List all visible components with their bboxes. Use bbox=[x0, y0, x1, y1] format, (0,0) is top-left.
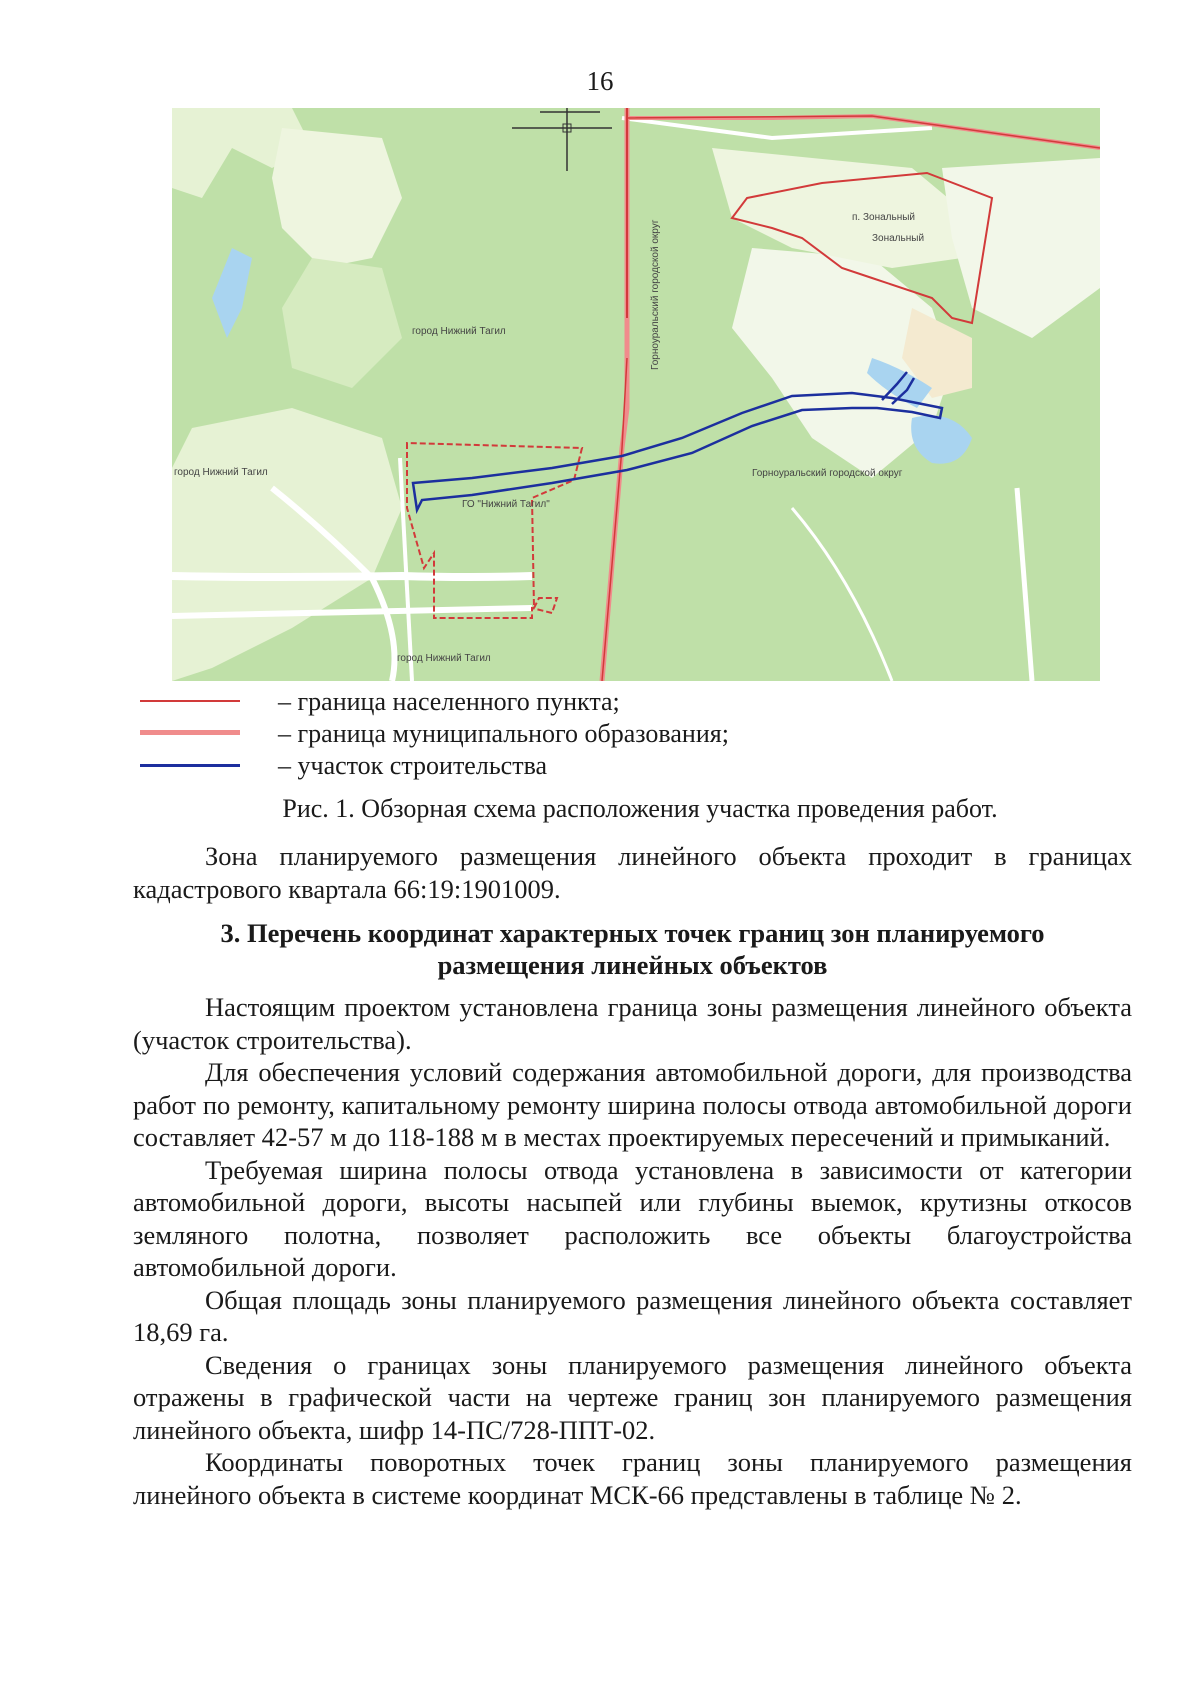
map-label: Горноуральский городской округ bbox=[752, 468, 903, 479]
map-label: город Нижний Тагил bbox=[397, 653, 491, 664]
map-label: Зональный bbox=[872, 233, 925, 244]
paragraph: Настоящим проектом установлена граница зоны размещения линейного объекта (участок строительства). bbox=[133, 992, 1132, 1055]
map-label: Горноуральский городской округ bbox=[650, 219, 661, 370]
legend-item bbox=[140, 718, 1040, 750]
page-number: 16 bbox=[586, 66, 614, 96]
legend-item bbox=[140, 750, 1040, 782]
map-label: город Нижний Тагил bbox=[174, 467, 268, 478]
paragraph: Координаты поворотных точек границ зоны планируемого размещения линейного объекта в системе координат МСК-66 представлены в таблице № 2. bbox=[133, 1447, 1132, 1510]
figure-caption: Рис. 1. Обзорная схема расположения участка проведения работ. bbox=[282, 794, 998, 823]
road bbox=[172, 576, 532, 577]
map-label: п. Зональный bbox=[852, 212, 915, 223]
section-heading: 3. Перечень координат характерных точек границ зон планируемого размещения линейных объектов bbox=[220, 918, 1045, 980]
municipal-boundary-swatch bbox=[140, 730, 240, 735]
construction-site-swatch bbox=[140, 764, 240, 767]
legend-label: – граница населенного пункта; bbox=[278, 687, 620, 716]
paragraph: Требуемая ширина полосы отвода установлена в зависимости от категории автомобильной дороги, высоты насыпей или глубины выемок, крутизны откосов земляного полотна, позволяет расположить все объекты благоустройства автомобильной дороги. bbox=[133, 1154, 1132, 1282]
settlement-boundary-swatch bbox=[140, 700, 240, 702]
map-canvas bbox=[172, 108, 1100, 681]
legend-label: – граница муниципального образования; bbox=[278, 719, 729, 748]
map-label: ГО "Нижний Тагил" bbox=[462, 499, 550, 510]
intro-paragraph: Зона планируемого размещения линейного объекта проходит в границах кадастрового квартала 66:19:1901009. bbox=[133, 841, 1132, 904]
map-legend bbox=[140, 686, 1040, 782]
overview-map bbox=[172, 108, 1100, 681]
paragraph: Общая площадь зоны планируемого размещения линейного объекта составляет 18,69 га. bbox=[133, 1284, 1132, 1347]
paragraph: Сведения о границах зоны планируемого размещения линейного объекта отражены в графической части на чертеже границ зон планируемого размещения линейного объекта, шифр 14-ПС/728-ППТ-02. bbox=[133, 1349, 1132, 1445]
paragraph: Для обеспечения условий содержания автомобильной дороги, для производства работ по ремонту, капитальному ремонту ширина полосы отвода автомобильной дороги составляет 42-57 м до 118-188 м в местах проектируемых пересечений и примыканий. bbox=[133, 1057, 1132, 1152]
document-body bbox=[133, 840, 1132, 1511]
map-label: город Нижний Тагил bbox=[412, 326, 506, 337]
legend-item bbox=[140, 686, 1040, 718]
legend-label: – участок строительства bbox=[278, 751, 548, 780]
